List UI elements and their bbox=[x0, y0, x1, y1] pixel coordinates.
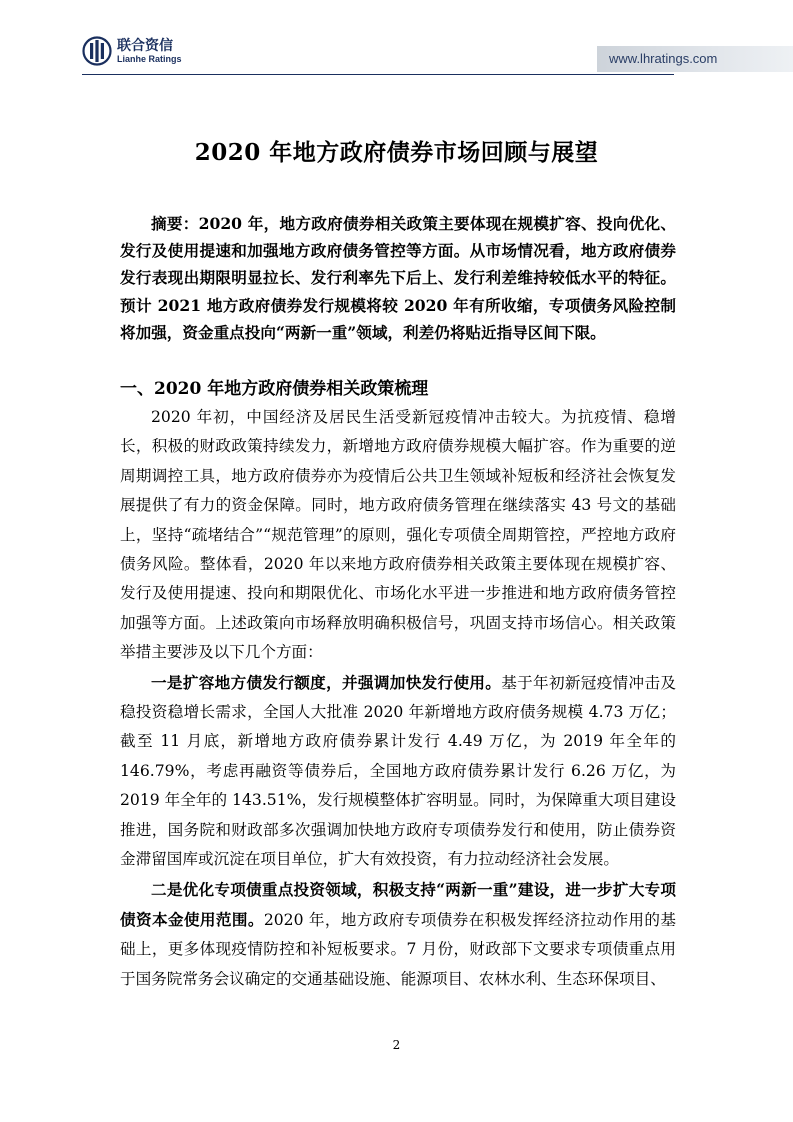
document-title: 2020 年地方政府债券市场回顾与展望 bbox=[194, 139, 599, 166]
header-divider bbox=[82, 74, 674, 75]
section-1-body bbox=[120, 403, 676, 994]
paragraph-2-text: 基于年初新冠疫情冲击及稳投资稳增长需求，全国人大批准 2020 年新增地方政府债务规模 4.73 万亿；截至 11 月底，新增地方政府债券累计发行 4.49 万亿，为 2019 年全年的 146.79%，考虑再融资等债券后，全国地方政府债券累计发行 6.26 万亿，为 2019 年全年的 143.51%，发行规模整体扩容明显。同时，为保障重大项目建设推进，国务院和财政部多次强调加快地方政府专项债券发行和使用，防止债券资金滞留国库或沉淀在项目单位，扩大有效投资，有力拉动经济社会发展。 bbox=[120, 673, 676, 869]
paragraph-3-text: 2020 年，地方政府专项债券在积极发挥经济拉动作用的基础上，更多体现疫情防控和补短板要求。7 月份，财政部下文要求专项债重点用于国务院常务会议确定的交通基础设施、能源项目、农林水利、生态环保项目、 bbox=[120, 910, 676, 988]
paragraph-2 bbox=[120, 668, 676, 875]
page-number: 2 bbox=[392, 1038, 401, 1052]
paragraph-1 bbox=[120, 403, 676, 668]
lianhe-logo bbox=[82, 36, 182, 66]
website-url[interactable]: www.lhratings.com bbox=[597, 46, 793, 72]
page-header bbox=[0, 0, 793, 80]
logo-cn-text: 联合资信 bbox=[117, 37, 173, 54]
paragraph-2-lead: 一是扩容地方债发行额度，并强调加快发行使用。 bbox=[151, 672, 502, 692]
paragraph-3-lead: 二是优化专项债重点投资领域，积极支持“两新一重”建设，进一步扩大专项债资本金使用范围。 bbox=[120, 879, 676, 929]
logo-en-text: Lianhe Ratings bbox=[117, 53, 182, 64]
section-heading-1: 一、2020 年地方政府债券相关政策梳理 bbox=[120, 379, 429, 399]
abstract-paragraph: 摘要：2020 年，地方政府债券相关政策主要体现在规模扩容、投向优化、发行及使用提速和加强地方政府债务管控等方面。从市场情况看，地方政府债券发行表现出期限明显拉长、发行利率先下后上、发行利差维持较低水平的特征。预计 2021 地方政府债券发行规模将较 2020 年有所收缩，专项债务风险控制将加强，资金重点投向“两新一重”领域，利差仍将贴近指导区间下限。 bbox=[120, 214, 676, 342]
paragraph-1-text: 2020 年初，中国经济及居民生活受新冠疫情冲击较大。为抗疫情、稳增长，积极的财政政策持续发力，新增地方政府债券规模大幅扩容。作为重要的逆周期调控工具，地方政府债券亦为疫情后公共卫生领域补短板和经济社会恢复发展提供了有力的资金保障。同时，地方政府债务管理在继续落实 43 号文的基础上，坚持“疏堵结合”“规范管理”的原则，强化专项债全周期管控，严控地方政府债务风险。整体看，2020 年以来地方政府债券相关政策主要体现在规模扩容、发行及使用提速、投向和期限优化、市场化水平进一步推进和地方政府债务管控加强等方面。上述政策向市场释放明确积极信号，巩固支持市场信心。相关政策举措主要涉及以下几个方面： bbox=[120, 408, 676, 662]
paragraph-3 bbox=[120, 875, 676, 995]
lianhe-logo-icon bbox=[82, 36, 112, 66]
